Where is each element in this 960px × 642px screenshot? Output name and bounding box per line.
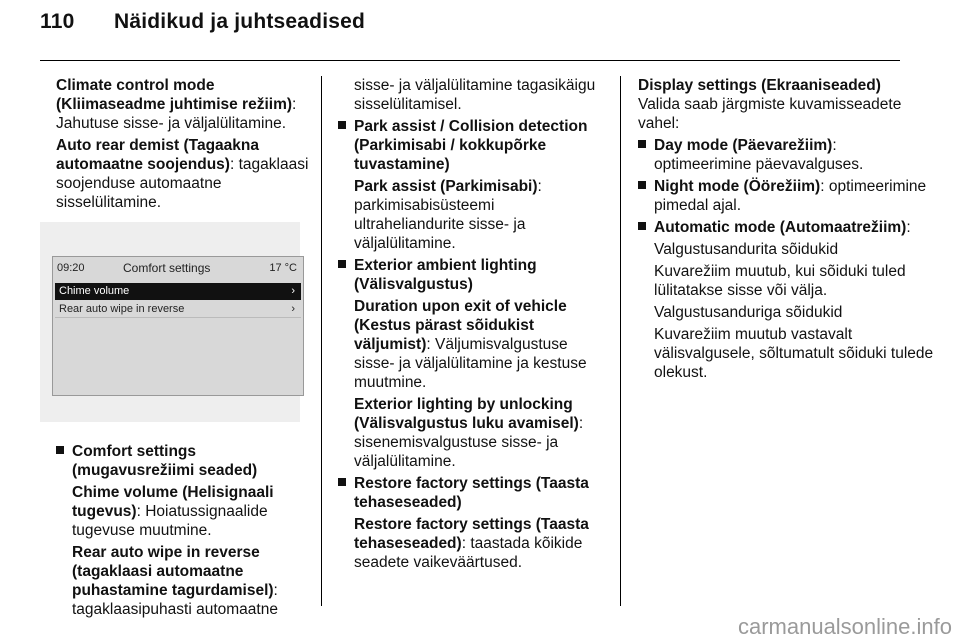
bullet-square-icon bbox=[338, 260, 346, 268]
auto-para-4: Kuvarežiim muutub vastavalt välisvalgusele, sõltumatult sõiduki tulede olekust. bbox=[654, 326, 934, 381]
column-divider bbox=[321, 76, 322, 606]
rear-demist-para: Auto rear demist (Tagaakna automaatne soojendus): tagaklaasi soojenduse automaatne sisselülitamine. bbox=[56, 137, 309, 211]
screen-status-bar bbox=[53, 257, 303, 279]
display-settings-para: Display settings (Ekraaniseaded) Valida saab järgmiste kuvamisseadete vahel: bbox=[638, 77, 902, 132]
bullet-day-mode: Day mode (Päevarežiim): optimeerimine päevavalguses. bbox=[638, 136, 938, 174]
screen-title: Comfort settings bbox=[123, 261, 211, 275]
page-number: 110 bbox=[40, 10, 75, 33]
chime-para: Chime volume (Helisignaali tugevus): Hoiatussignaalide tugevuse muutmine. bbox=[72, 484, 274, 539]
bullet-comfort-settings: Comfort settings (mugavusrežiimi seaded) bbox=[56, 442, 314, 480]
auto-para-2: Kuvarežiim muutub, kui sõiduki tuled lülitatakse sisse või välja. bbox=[654, 263, 906, 299]
bullet-night-mode: Night mode (Öörežiim): optimeerimine pimedal ajal. bbox=[638, 177, 938, 215]
bullet-square-icon bbox=[638, 222, 646, 230]
page-title: Näidikud ja juhtseadised bbox=[114, 10, 366, 33]
auto-para-3: Valgustusanduriga sõidukid bbox=[654, 304, 843, 321]
rear-wipe-para: Rear auto wipe in reverse (tagaklaasi automaatne puhastamine tagurdamisel): tagaklaasipuhasti automaatne bbox=[72, 544, 278, 618]
comfort-settings-screen bbox=[52, 256, 304, 396]
bullet-ambient-lighting: Exterior ambient lighting (Välisvalgustus) bbox=[338, 256, 608, 294]
menu-item-rear-auto-wipe[interactable]: Rear auto wipe in reverse › bbox=[55, 301, 301, 318]
bullet-square-icon bbox=[338, 121, 346, 129]
restore-factory-para: Restore factory settings (Taasta tehaseseaded): taastada kõikide seadete vaikeväärtused. bbox=[354, 516, 589, 571]
duration-para: Duration upon exit of vehicle (Kestus pärast sõidukist väljumist): Väljumisvalgustuse sisse- ja väljalülitamine ja kestuse muutmine. bbox=[354, 298, 587, 391]
climate-para: Climate control mode (Kliimaseadme juhtimise režiim): Jahutuse sisse- ja väljalülitamine. bbox=[56, 77, 297, 132]
rear-wipe-continuation: sisse- ja väljalülitamine tagasikäigu sisselülitamisel. bbox=[354, 77, 596, 113]
bullet-park-assist: Park assist / Collision detection (Parkimisabi / kokkupõrke tuvastamine) bbox=[338, 117, 608, 174]
screen-time: 09:20 bbox=[57, 262, 85, 274]
header-rule bbox=[40, 60, 900, 61]
chevron-right-icon: › bbox=[291, 303, 295, 315]
bullet-square-icon bbox=[638, 140, 646, 148]
column-1 bbox=[56, 76, 314, 622]
menu-item-chime-volume[interactable]: Chime volume › bbox=[55, 283, 301, 300]
watermark: carmanualsonline.info bbox=[737, 614, 952, 639]
chevron-right-icon: › bbox=[291, 285, 295, 297]
column-3 bbox=[638, 76, 938, 385]
bullet-restore-factory: Restore factory settings (Taasta tehaseseaded) bbox=[338, 474, 608, 512]
park-assist-para: Park assist (Parkimisabi): parkimisabisüsteemi ultraheliandurite sisse- ja väljalülitamine. bbox=[354, 178, 542, 252]
unlock-lighting-para: Exterior lighting by unlocking (Välisvalgustus luku avamisel): sisenemisvalgustuse sisse- ja väljalülitamine. bbox=[354, 396, 584, 470]
page-header bbox=[40, 10, 365, 34]
bullet-square-icon bbox=[638, 181, 646, 189]
bullet-square-icon bbox=[56, 446, 64, 454]
auto-para-1: Valgustusandurita sõidukid bbox=[654, 241, 839, 258]
bullet-square-icon bbox=[338, 478, 346, 486]
screen-temperature: 17 °C bbox=[269, 262, 297, 274]
column-divider bbox=[620, 76, 621, 606]
display-screenshot bbox=[40, 222, 300, 422]
bullet-automatic-mode: Automatic mode (Automaatrežiim): bbox=[638, 218, 938, 237]
column-2 bbox=[338, 76, 608, 575]
